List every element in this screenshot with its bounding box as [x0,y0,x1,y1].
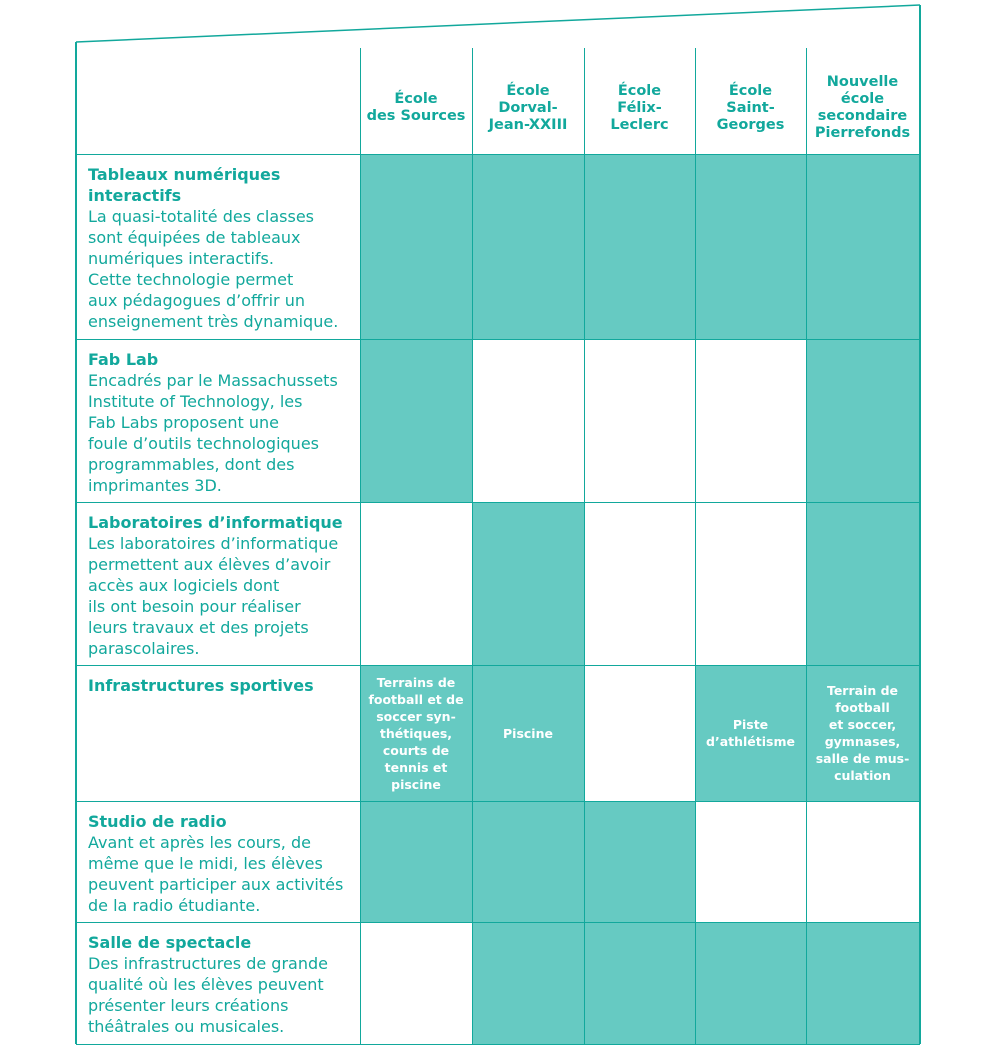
grid-line [75,42,77,1044]
cell-r5-c5 [806,801,919,922]
cell-r3-c1 [360,502,472,665]
cell-r1-c1 [360,154,472,339]
cell-r4-c5 [806,665,919,801]
column-header: Nouvelle école secondaire Pierrefonds [814,74,911,141]
grid-line [919,5,921,1044]
row-description: La quasi-totalité des classes sont équipées de tableaux numériques interactifs. Cette technologie permet aux pédagogues d’offrir un enseignement très dynamique. [88,207,339,331]
cell-r1-c5 [806,154,919,339]
row-label [88,512,356,659]
cell-r6-c1 [360,922,472,1044]
grid-line [76,1044,920,1045]
column-header: École Saint- Georges [716,82,785,133]
cell-r5-c2 [472,801,584,922]
cell-r2-c4 [695,339,806,502]
row-title: Salle de spectacle [88,933,252,952]
cell-r2-c2 [472,339,584,502]
cell-r4-c3 [584,665,695,801]
cell-r3-c4 [695,502,806,665]
cell-r4-c4 [695,665,806,801]
grid-line [76,665,920,666]
cell-r3-c3 [584,502,695,665]
grid-line [806,48,807,1044]
grid-line [76,502,920,503]
grid-line [76,801,920,802]
top-edge-line [76,5,920,42]
grid-line [76,154,920,155]
cell-r2-c5 [806,339,919,502]
cell-r2-c1 [360,339,472,502]
grid-line [584,48,585,1044]
grid-line [695,48,696,1044]
column-header: École des Sources [366,91,466,124]
cell-r5-c3 [584,801,695,922]
cell-r6-c2 [472,922,584,1044]
cell-note: Piscine [503,725,553,741]
cell-r3-c2 [472,502,584,665]
row-title: Laboratoires d’informatique [88,513,343,532]
row-label [88,811,356,916]
row-description: Les laboratoires d’informatique permettent aux élèves d’avoir accès aux logiciels dont ils ont besoin pour réaliser leurs travaux et des projets parascolaires. [88,534,339,658]
grid-line [76,339,920,340]
row-description: Encadrés par le Massachussets Institute of Technology, les Fab Labs proposent une foule d’outils technologiques programmables, dont des imprimantes 3D. [88,371,338,495]
row-description: Des infrastructures de grande qualité où les élèves peuvent présenter leurs créations théâtrales ou musicales. [88,954,328,1036]
row-label [88,164,356,332]
row-label [88,675,356,696]
cell-r6-c4 [695,922,806,1044]
cell-r3-c5 [806,502,919,665]
row-title: Tableaux numériques interactifs [88,165,281,205]
cell-note: Terrain de football et soccer, gymnases, salle de mus- culation [815,683,910,783]
cell-r5-c4 [695,801,806,922]
row-title: Fab Lab [88,350,159,369]
cell-note: Piste d’athlétisme [706,717,795,749]
grid-line [472,48,473,1044]
row-title: Studio de radio [88,812,227,831]
row-description: Avant et après les cours, de même que le midi, les élèves peuvent participer aux activités de la radio étudiante. [88,833,344,915]
cell-r4-c1 [360,665,472,801]
cell-r6-c3 [584,922,695,1044]
grid-line [76,922,920,923]
row-label [88,349,356,496]
cell-r6-c5 [806,922,919,1044]
cell-r1-c2 [472,154,584,339]
top-edge [0,0,1000,60]
row-title: Infrastructures sportives [88,676,314,695]
column-header: École Félix- Leclerc [610,82,669,133]
column-header: École Dorval- Jean-XXIII [488,82,568,133]
grid-line [360,48,361,1044]
cell-r1-c4 [695,154,806,339]
cell-r1-c3 [584,154,695,339]
cell-r5-c1 [360,801,472,922]
cell-r4-c2 [472,665,584,801]
row-label [88,932,356,1037]
cell-note: Terrains de football et de soccer syn- thétiques, courts de tennis et piscine [368,674,464,792]
cell-r2-c3 [584,339,695,502]
